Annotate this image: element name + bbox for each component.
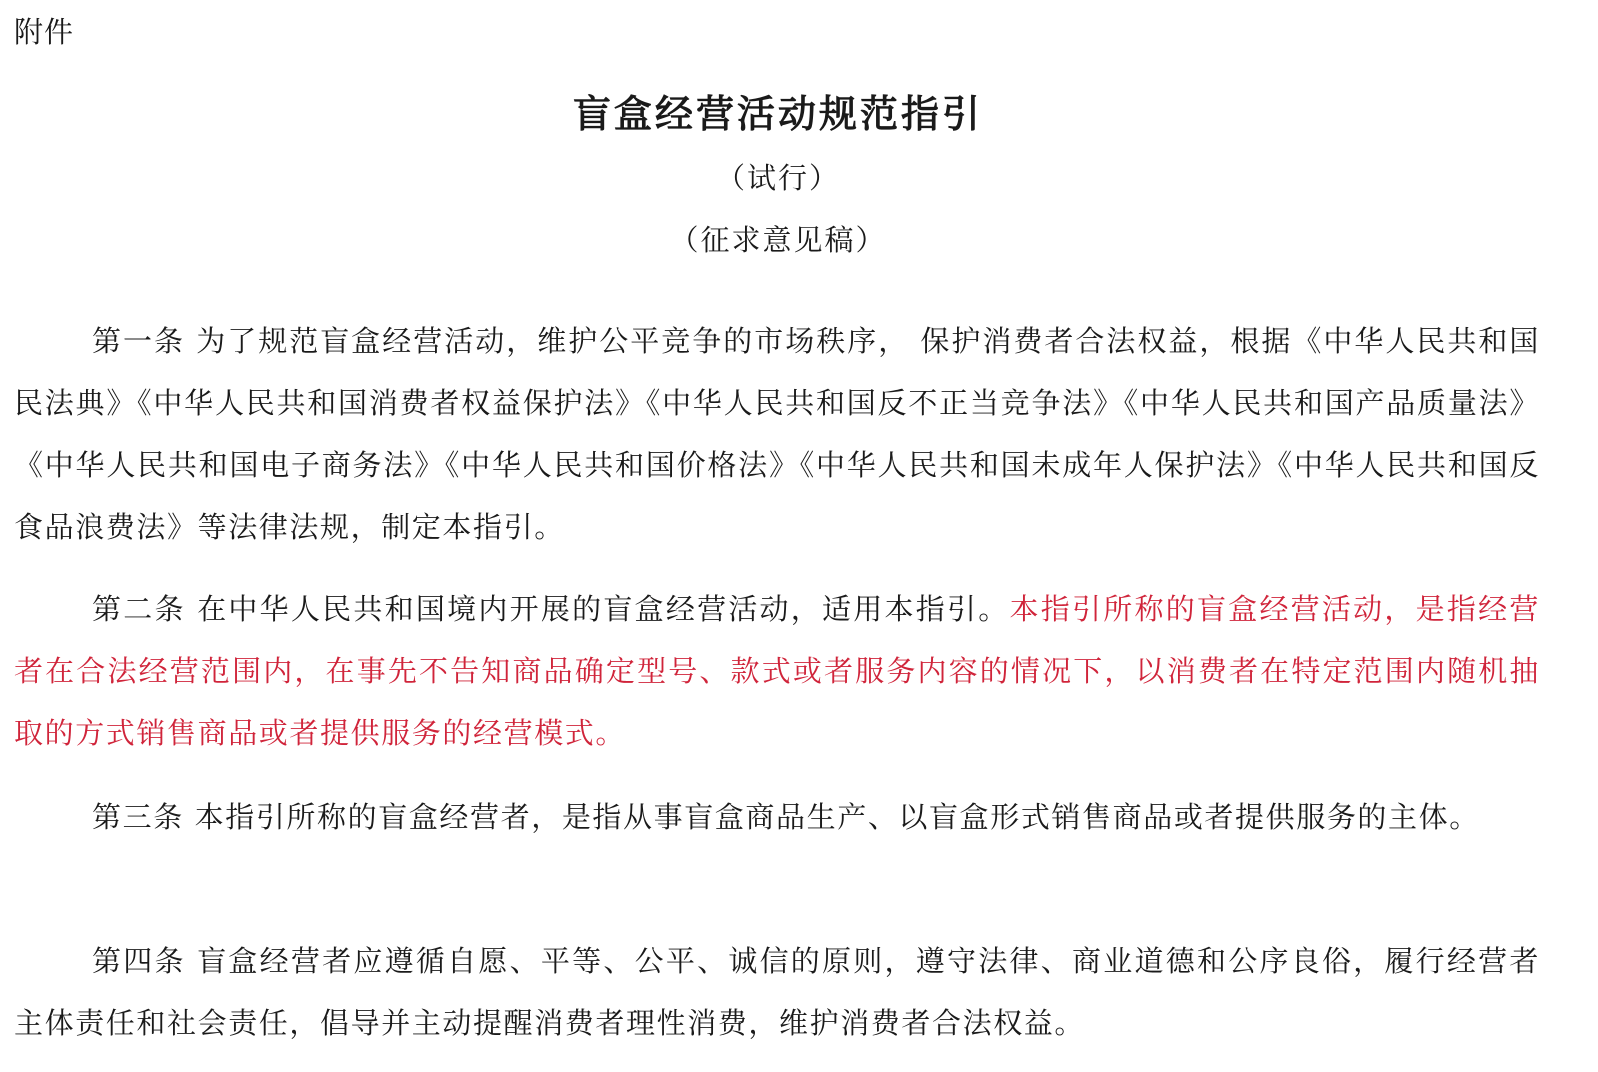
article-3-text: 第三条 本指引所称的盲盒经营者，是指从事盲盒商品生产、以盲盒形式销售商品或者提供服务的主体。 [92,800,1480,834]
document-title: 盲盒经营活动规范指引 [572,92,983,136]
article-3 [14,786,1540,848]
attachment-label: 附件 [14,15,75,49]
article-2 [14,578,1540,764]
article-2-text: 第二条 在中华人民共和国境内开展的盲盒经营活动，适用本指引。 [92,592,1010,626]
article-2-highlight: 本指引所称的盲盒经营活动，是指经营者在合法经营范围内，在事先不告知商品确定型号、款式或者服务内容的情况下，以消费者在特定范围内随机抽取的方式销售商品或者提供服务的经营模式。 [14,592,1540,750]
article-4-text: 第四条 盲盒经营者应遵循自愿、平等、公平、诚信的原则，遵守法律、商业道德和公序良俗，履行经营者主体责任和社会责任，倡导并主动提醒消费者理性消费，维护消费者合法权益。 [14,944,1540,1040]
article-1 [14,310,1540,558]
subtitle-draft: （征求意见稿） [669,223,887,257]
article-1-text: 第一条 为了规范盲盒经营活动，维护公平竞争的市场秩序， 保护消费者合法权益，根据《中华人民共和国民法典》《中华人民共和国消费者权益保护法》《中华人民共和国反不正当竞争法》《中华人民共和国产品质量法》《中华人民共和国电子商务法》《中华人民共和国价格法》《中华人民共和国未成年人保护法》《中华人民共和国反食品浪费法》等法律法规，制定本指引。 [14,324,1540,544]
article-4 [14,930,1540,1054]
subtitle-trial: （试行） [715,161,840,195]
